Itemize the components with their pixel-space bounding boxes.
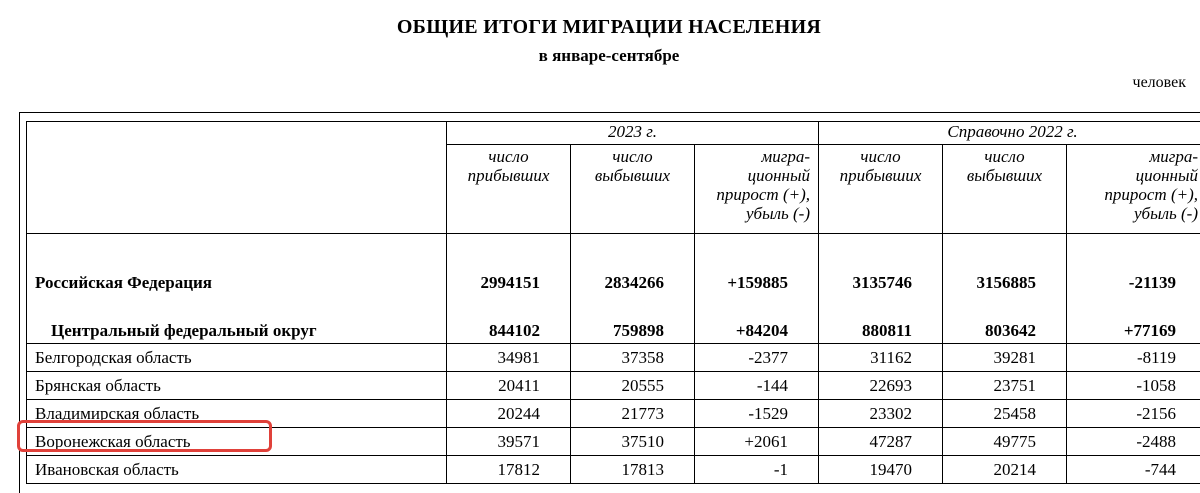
departures-2023: 21773	[571, 400, 695, 428]
row-header-cell	[27, 122, 447, 234]
table-row	[27, 298, 1200, 344]
migration-2023: -1529	[695, 400, 819, 428]
col-header-arrivals-2023: число прибывших	[447, 145, 571, 234]
col-header-migration-2022: мигра- ционный прирост (+), убыль (-)	[1067, 145, 1200, 234]
migration-2023: +159885	[695, 234, 819, 299]
arrivals-2022: 47287	[819, 428, 943, 456]
migration-2022: -744	[1067, 456, 1200, 484]
highlight-box	[17, 420, 272, 452]
arrivals-2023: 2994151	[447, 234, 571, 299]
departures-2023: 37510	[571, 428, 695, 456]
migration-2022: -21139	[1067, 234, 1200, 299]
migration-2023: +2061	[695, 428, 819, 456]
group-header-2023: 2023 г.	[447, 122, 819, 145]
departures-2022: 49775	[943, 428, 1067, 456]
departures-2023: 20555	[571, 372, 695, 400]
col-header-migration-2023: мигра- ционный прирост (+), убыль (-)	[695, 145, 819, 234]
document-subtitle: в январе-сентябре	[0, 46, 1200, 66]
region-name: Центральный федеральный округ	[27, 298, 447, 344]
departures-2023: 37358	[571, 344, 695, 372]
region-name: Брянская область	[27, 372, 447, 400]
arrivals-2023: 20411	[447, 372, 571, 400]
migration-2023: -1	[695, 456, 819, 484]
region-name: Ивановская область	[27, 456, 447, 484]
migration-2022: -2488	[1067, 428, 1200, 456]
arrivals-2022: 22693	[819, 372, 943, 400]
region-name: Российская Федерация	[27, 234, 447, 299]
departures-2023: 759898	[571, 298, 695, 344]
arrivals-2023: 39571	[447, 428, 571, 456]
group-header-2022: Справочно 2022 г.	[819, 122, 1200, 145]
arrivals-2022: 19470	[819, 456, 943, 484]
departures-2022: 20214	[943, 456, 1067, 484]
departures-2023: 2834266	[571, 234, 695, 299]
table-row	[27, 234, 1200, 299]
migration-2023: -2377	[695, 344, 819, 372]
col-header-departures-2022: число выбывших	[943, 145, 1067, 234]
migration-2023: -144	[695, 372, 819, 400]
table-row	[27, 456, 1200, 484]
table-row	[27, 344, 1200, 372]
departures-2022: 39281	[943, 344, 1067, 372]
arrivals-2023: 844102	[447, 298, 571, 344]
departures-2022: 23751	[943, 372, 1067, 400]
table-row	[27, 372, 1200, 400]
migration-2023: +84204	[695, 298, 819, 344]
region-name: Воронежская область	[27, 428, 447, 456]
arrivals-2022: 31162	[819, 344, 943, 372]
migration-2022: +77169	[1067, 298, 1200, 344]
arrivals-2022: 880811	[819, 298, 943, 344]
migration-2022: -1058	[1067, 372, 1200, 400]
departures-2022: 803642	[943, 298, 1067, 344]
migration-2022: -8119	[1067, 344, 1200, 372]
migration-2022: -2156	[1067, 400, 1200, 428]
col-header-departures-2023: число выбывших	[571, 145, 695, 234]
departures-2023: 17813	[571, 456, 695, 484]
col-header-arrivals-2022: число прибывших	[819, 145, 943, 234]
units-label: человек	[1133, 74, 1186, 92]
departures-2022: 3156885	[943, 234, 1067, 299]
arrivals-2023: 34981	[447, 344, 571, 372]
arrivals-2023: 17812	[447, 456, 571, 484]
document-title: ОБЩИЕ ИТОГИ МИГРАЦИИ НАСЕЛЕНИЯ	[0, 16, 1200, 39]
region-name: Белгородская область	[27, 344, 447, 372]
arrivals-2023: 20244	[447, 400, 571, 428]
departures-2022: 25458	[943, 400, 1067, 428]
region-name: Владимирская область	[27, 400, 447, 428]
arrivals-2022: 3135746	[819, 234, 943, 299]
arrivals-2022: 23302	[819, 400, 943, 428]
